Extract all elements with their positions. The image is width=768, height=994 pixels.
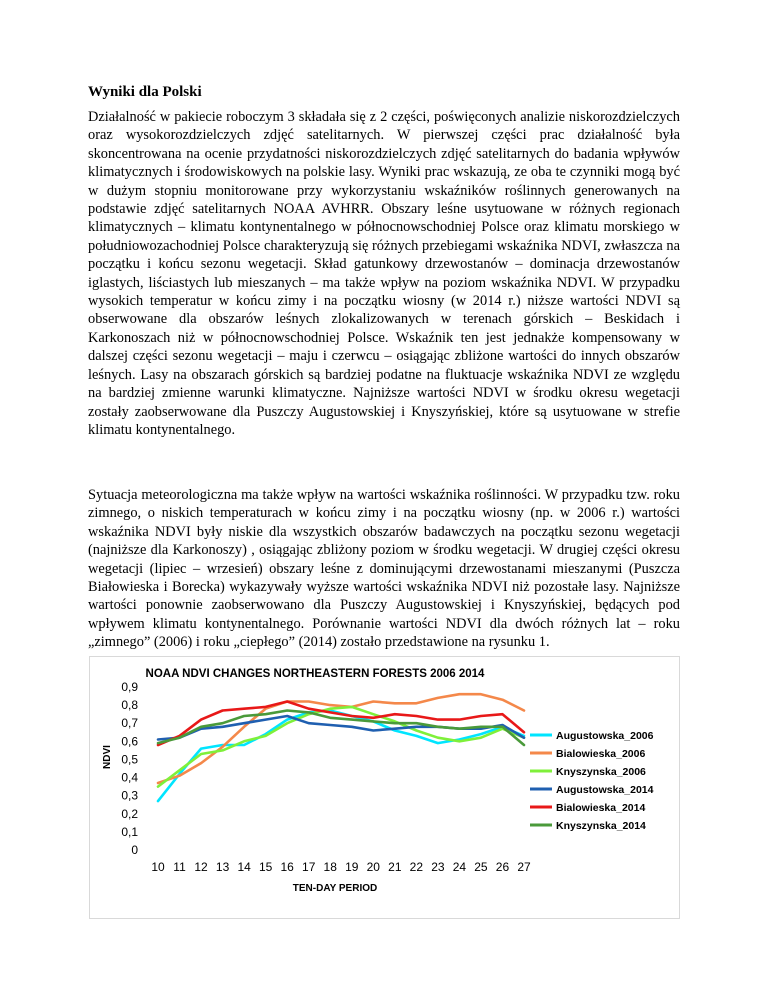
legend-label: Augustowska_2014 bbox=[556, 784, 654, 796]
x-tick-label: 10 bbox=[151, 860, 165, 874]
ndvi-chart-svg bbox=[90, 657, 679, 918]
x-tick-label: 21 bbox=[388, 860, 402, 874]
x-tick-label: 19 bbox=[345, 860, 359, 874]
y-tick-label: 0,8 bbox=[121, 698, 138, 713]
x-tick-label: 15 bbox=[258, 860, 273, 874]
y-tick-label: 0,1 bbox=[121, 824, 138, 839]
series-lines bbox=[158, 694, 524, 801]
y-tick-label: 0 bbox=[131, 843, 138, 857]
chart-legend bbox=[530, 730, 654, 832]
chart-title: NOAA NDVI CHANGES NORTHEASTERN FORESTS 2006 2014 bbox=[145, 668, 485, 680]
x-tick-label: 12 bbox=[194, 860, 208, 874]
x-tick-label: 25 bbox=[474, 860, 488, 874]
x-tick-label: 26 bbox=[495, 860, 510, 874]
section-heading: Wyniki dla Polski bbox=[88, 84, 202, 100]
legend-label: Knyszynska_2006 bbox=[556, 766, 646, 778]
x-tick-label: 20 bbox=[366, 860, 380, 874]
x-tick-label: 22 bbox=[409, 860, 424, 874]
paragraph-2: Sytuacja meteorologiczna ma także wpływ na wartości wskaźnika roślinności. W przypadku tzw. roku zimnego, o niskich temperaturach w końcu zimy i na początku wiosny (np. w 2006 r.) wartości wskaźnika NDVI były niskie dla wszystkich obszarów badawczych na początku sezonu wegetacji (najniższe dla Karkonoszy) , osiągając zbliżony poziom w środku wegetacji. W drugiej części okresu wegetacji (lipiec – wrzesień) obszary leśne z dominującymi drzewostanami mieszanymi (Puszcza Białowieska i Borecka) wykazywały wyższe wartości wskaźnika NDVI niż pozostałe lasy. Najniższe wartości ponownie zaobserwowano dla Puszczy Augustowskiej i Knyszyńskiej, będących pod wpływem klimatu kontynentalnego. Porównanie wartości NDVI dla dwóch różnych lat – roku „zimnego” (2006) i roku „ciepłego” (2014) zostało przedstawione na rysunku 1. bbox=[88, 487, 680, 651]
y-tick-label: 0,4 bbox=[121, 770, 138, 785]
y-tick-label: 0,5 bbox=[121, 752, 138, 767]
y-axis-label: NDVI bbox=[102, 745, 113, 769]
x-tick-label: 16 bbox=[280, 860, 294, 874]
y-tick-label: 0,9 bbox=[121, 680, 138, 694]
legend-label: Bialowieska_2006 bbox=[556, 748, 646, 760]
ndvi-chart bbox=[89, 656, 680, 919]
y-tick-label: 0,2 bbox=[121, 806, 138, 821]
x-axis-ticks bbox=[151, 860, 531, 874]
legend-label: Knyszynska_2014 bbox=[556, 820, 646, 832]
legend-label: Augustowska_2006 bbox=[556, 730, 654, 742]
x-tick-label: 27 bbox=[517, 860, 531, 874]
y-tick-label: 0,6 bbox=[121, 734, 138, 749]
y-tick-label: 0,3 bbox=[121, 788, 138, 803]
x-tick-label: 14 bbox=[237, 860, 251, 874]
x-tick-label: 23 bbox=[431, 860, 445, 874]
paragraph-1: Działalność w pakiecie roboczym 3 składała się z 2 części, poświęconych analizie niskorozdzielczych oraz wysokorozdzielczych zdjęć satelitarnych. W pierwszej części prac działalność była skoncentrowana na ocenie przydatności niskorozdzielczych zdjęć satelitarnych do badania wpływów klimatycznych i środowiskowych na polskie lasy. Wyniki prac wskazują, ze oba te czynniki mogą być w dużym stopniu monitorowane przy wykorzystaniu wskaźników roślinnych generowanych na podstawie zdjęć satelitarnych NOAA AVHRR. Obszary leśne usytuowane w różnych regionach klimatycznych – klimatu kontynentalnego w północnowschodniej Polsce oraz klimatu morskiego w południowozachodniej Polsce charakteryzują się różnych przebiegami wskaźnika NDVI, zwłaszcza na początku i końcu sezonu wegetacji. Skład gatunkowy drzewostanów – dominacja drzewostanów iglastych, liściastych lub mieszanych – ma także wpływ na poziom wskaźnika NDVI. W przypadku wysokich temperatur w końcu zimy i na początku wiosny (w 2014 r.) niższe wartości NDVI są obserwowane dla obszarów leśnych zlokalizowanych w terenach górskich – Beskidach i Karkonoszach niż w północnowschodniej Polsce. Wskaźnik ten jest jednakże kompensowany w dalszej części sezonu wegetacji – maju i czerwcu – osiągając zbliżone wartości do innych obszarów leśnych. Lasy na obszarach górskich są bardziej podatne na fluktuacje wskaźnika NDVI ze względu na bardziej zmienne warunki klimatyczne. Najniższe wartości NDVI w środku okresu wegetacji zostały zaobserwowane dla Puszczy Augustowskiej i Knyszyńskiej, które są usytuowane w strefie klimatu kontynentalnego. bbox=[88, 109, 680, 438]
x-tick-label: 17 bbox=[302, 860, 316, 874]
x-axis-label: TEN-DAY PERIOD bbox=[292, 883, 378, 894]
legend-label: Bialowieska_2014 bbox=[556, 802, 646, 814]
x-tick-label: 13 bbox=[215, 860, 230, 874]
y-tick-label: 0,7 bbox=[121, 716, 138, 731]
x-tick-label: 11 bbox=[173, 860, 186, 874]
y-axis-ticks bbox=[121, 680, 138, 857]
x-tick-label: 24 bbox=[452, 860, 467, 874]
x-tick-label: 18 bbox=[323, 860, 337, 874]
